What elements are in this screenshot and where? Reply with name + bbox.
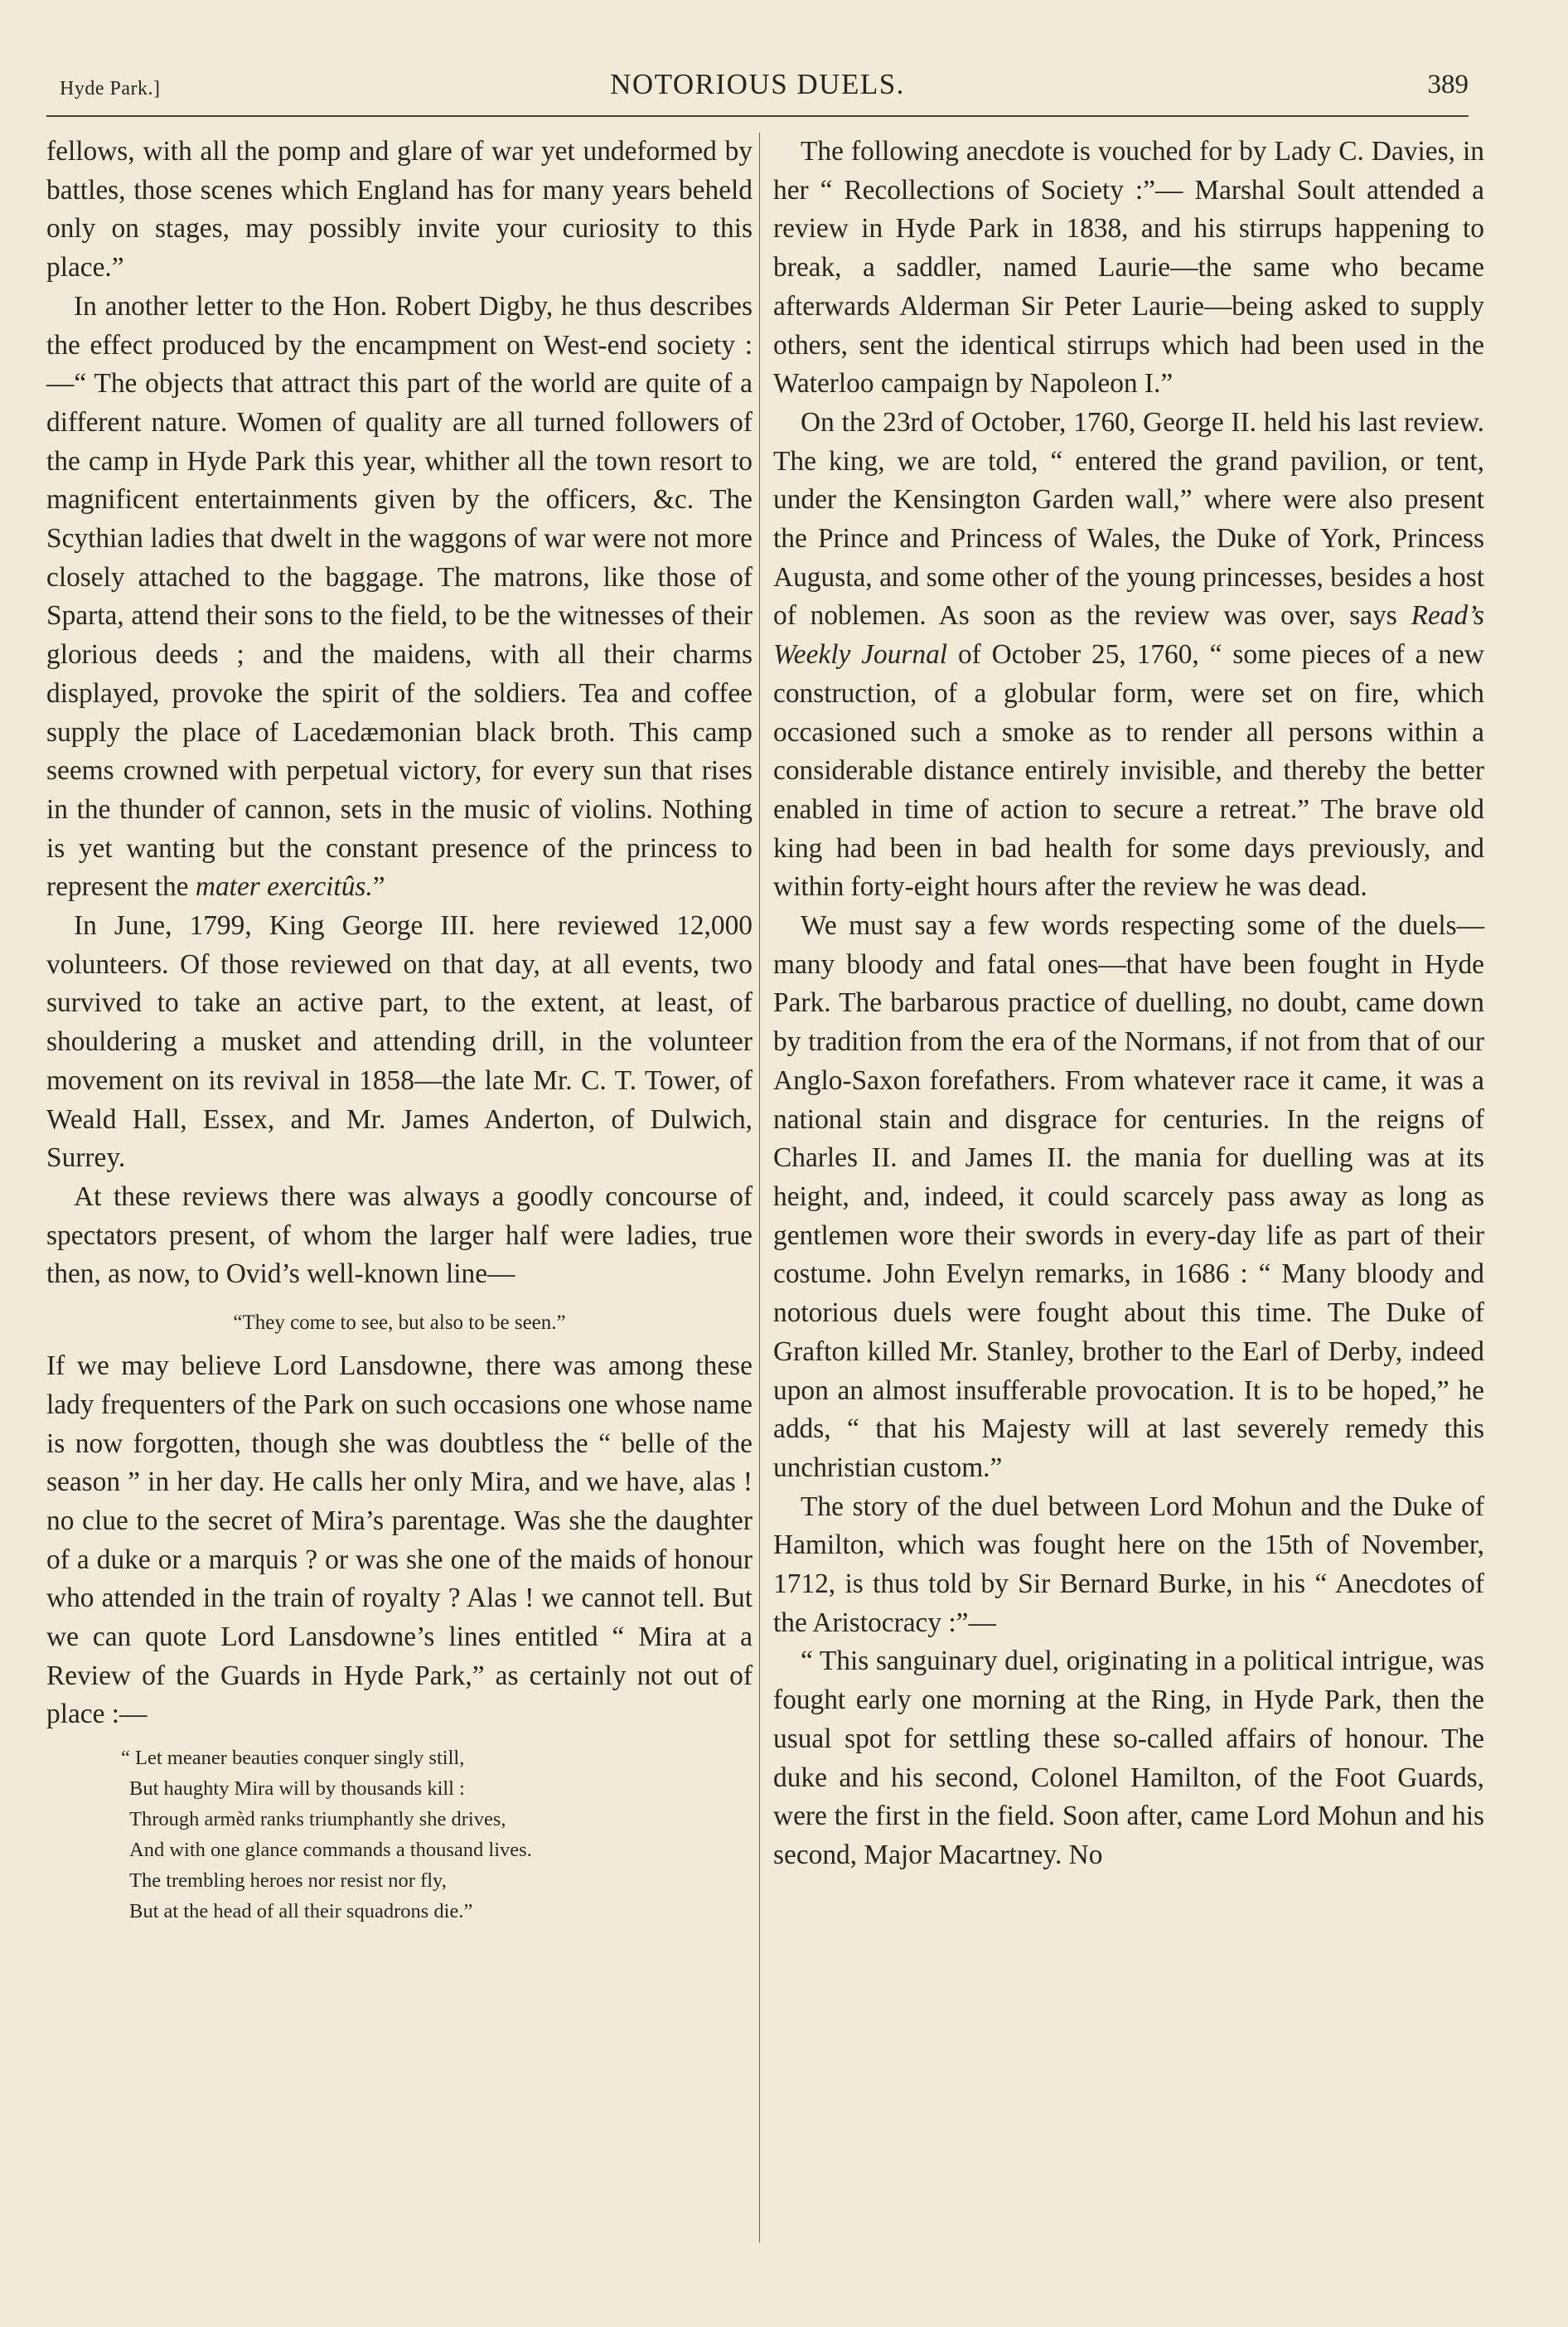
- paragraph: At these reviews there was always a goodly concourse of spectators present, of whom the larger half were ladies, true then, as now, to Ovid’s well-known line—: [46, 1180, 753, 1290]
- paragraph: The following anecdote is vouched for by Lady C. Davies, in her “ Recollections of Society :”— Marshal Soult attended a review in Hyde Park in 1838, and his stirrups happening to break, a saddler, named Laurie—the same who became afterwards Alderman Sir Peter Laurie—being asked to supply others, sent the identical stirrups which had been used in the Waterloo campaign by Napoleon I.”: [773, 136, 1484, 400]
- paragraph: [773, 404, 1484, 907]
- journal-title: Read’s Weekly Journal: [773, 600, 1484, 671]
- paragraph: In June, 1799, King George III. here reviewed 12,000 volunteers. Of those reviewed on that day, at all events, two survived to take an active part, to the extent, at least, of shouldering a musket and attending drill, in the volunteer movement on its revival in 1858—the late Mr. C. T. Tower, of Weald Hall, Essex, and Mr. James Anderton, of Dulwich, Surrey.: [46, 910, 753, 1174]
- latin-phrase: mater exercitûs.: [195, 871, 373, 903]
- column-divider: [759, 133, 760, 2242]
- paragraph: “ This sanguinary duel, originating in a political intrigue, was fought early one morning at the Ring, in Hyde Park, then the usual spot for settling these so-called affairs of honour. The duke and his second, Colonel Hamilton, of the Foot Guards, were the first in the field. Soon after, came Lord Mohun and his second, Major Macartney. No: [773, 1646, 1484, 1870]
- poem: [121, 1743, 753, 1927]
- running-header: [46, 68, 1469, 109]
- poem-line: Through armèd ranks triumphantly she drives,: [129, 1808, 506, 1831]
- page-number: 389: [1427, 70, 1469, 99]
- page-title: NOTORIOUS DUELS.: [610, 68, 905, 100]
- section-label: Hyde Park.]: [60, 78, 161, 99]
- header-rule: [46, 115, 1469, 117]
- poem-line: The trembling heroes nor resist nor fly,: [129, 1869, 447, 1893]
- poem-line: And with one glance commands a thousand lives.: [129, 1839, 532, 1862]
- paragraph: fellows, with all the pomp and glare of war yet undeformed by battles, those scenes which England has for many years beheld only on stages, may possibly invite your curiosity to this place.”: [46, 136, 753, 284]
- left-column: [46, 133, 753, 1927]
- paragraph: We must say a few words respecting some of the duels—many bloody and fatal ones—that have been fought in Hyde Park. The barbarous practice of duelling, no doubt, came down by tradition from the era of the Normans, if not from that of our Anglo-Saxon forefathers. From whatever race it came, it was a national stain and disgrace for centuries. In the reigns of Charles II. and James II. the mania for duelling was at its height, and, indeed, it could scarcely pass away as long as gentlemen wore their swords in every-day life as part of their costume. John Evelyn remarks, in 1686 : “ Many bloody and notorious duels were fought about this time. The Duke of Grafton killed Mr. Stanley, brother to the Earl of Derby, indeed upon an almost insufferable provocation. It is to be hoped,” he adds, “ that his Majesty will at last severely remedy this unchristian custom.”: [773, 910, 1484, 1483]
- poem-line: But at the head of all their squadrons die.”: [129, 1900, 473, 1923]
- ovid-quotation: “They come to see, but also to be seen.”: [233, 1311, 566, 1335]
- paragraph: [46, 288, 753, 907]
- paragraph: The story of the duel between Lord Mohun and the Duke of Hamilton, which was fought here on the 15th of November, 1712, is thus told by Sir Bernard Burke, in his “ Anecdotes of the Aristocracy :”—: [773, 1491, 1484, 1638]
- closing-quote: ”: [372, 871, 385, 903]
- right-column: [773, 133, 1484, 1875]
- paragraph-text: On the 23rd of October, 1760, George II. held his last review. The king, we are told, “ entered the grand pavilion, or tent, under the Kensington Garden wall,” where were also present the Prince and Princess of Wales, the Duke of York, Princess Augusta, and some other of the young princesses, besides a host of noblemen. As soon as the review was over, says: [773, 406, 1484, 632]
- paragraph-text: of October 25, 1760, “ some pieces of a new construction, of a globular form, were set on fire, which occasioned such a smoke as to render all persons within a considerable distance entirely invisible, and thereby the better enabled in time of action to secure a retreat.” The brave old king had been in bad health for some days previously, and within forty-eight hours after the review he was dead.: [773, 639, 1484, 903]
- paragraph: If we may believe Lord Lansdowne, there was among these lady frequenters of the Park on such occasions one whose name is now forgotten, though she was doubtless the “ belle of the season ” in her day. He calls her only Mira, and we have, alas ! no clue to the secret of Mira’s parentage. Was she the daughter of a duke or a marquis ? or was she one of the maids of honour who attended in the train of royalty ? Alas ! we cannot tell. But we can quote Lord Lansdowne’s lines entitled “ Mira at a Review of the Guards in Hyde Park,” as certainly not out of place :—: [46, 1350, 753, 1730]
- poem-line: But haughty Mira will by thousands kill :: [129, 1777, 465, 1801]
- poem-line: “ Let meaner beauties conquer singly still,: [121, 1747, 465, 1770]
- paragraph-text: In another letter to the Hon. Robert Digby, he thus describes the effect produced by the encampment on West-end society :—“ The objects that attract this part of the world are quite of a different nature. Women of quality are all turned followers of the camp in Hyde Park this year, whither all the town resort to magnificent entertainments given by the officers, &c. The Scythian ladies that dwelt in the waggons of war were not more closely attached to the baggage. The matrons, like those of Sparta, attend their sons to the field, to be the witnesses of their glorious deeds ; and the maidens, with all their charms displayed, provoke the spirit of the soldiers. Tea and coffee supply the place of Lacedæmonian black broth. This camp seems crowned with perpetual victory, for every sun that rises in the thunder of cannon, sets in the music of violins. Nothing is yet wanting but the constant presence of the princess to represent the: [46, 290, 753, 903]
